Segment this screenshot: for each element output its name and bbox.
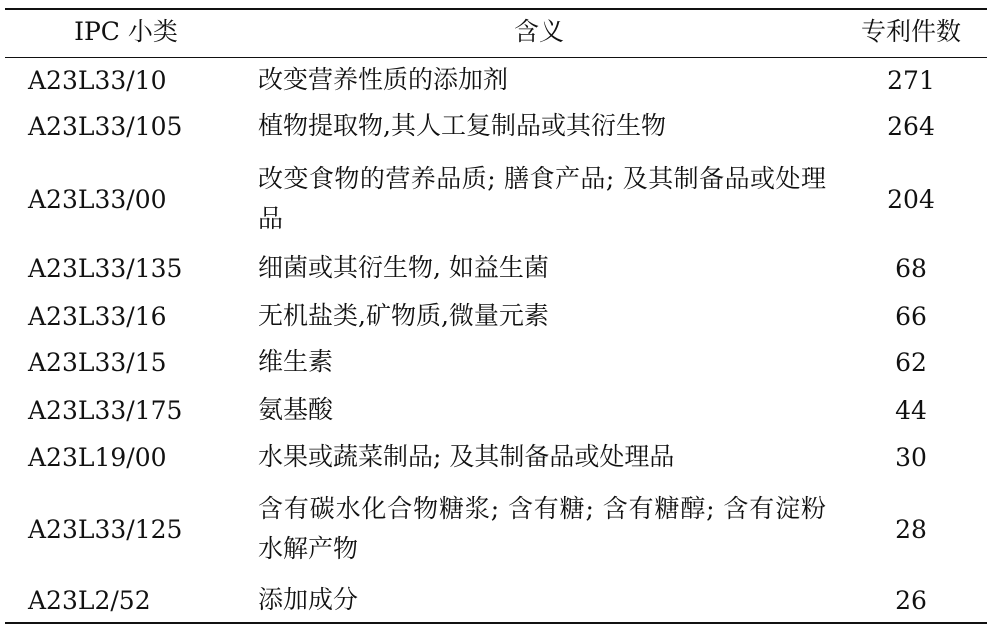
ipc-code: A23L19/00 xyxy=(28,442,167,472)
header-meaning: 含义 xyxy=(513,17,564,46)
patent-count: 62 xyxy=(895,347,927,377)
table-row xyxy=(0,106,992,146)
ipc-meaning: 维生素 xyxy=(258,347,334,376)
ipc-code: A23L33/125 xyxy=(28,514,183,544)
ipc-meaning: 无机盐类,矿物质,微量元素 xyxy=(258,301,549,330)
ipc-meaning: 改变食物的营养品质; 膳食产品; 及其制备品或处理品 xyxy=(258,164,826,233)
patent-count: 271 xyxy=(887,65,935,95)
ipc-code: A23L33/10 xyxy=(28,65,167,95)
patent-count: 66 xyxy=(895,301,927,331)
table-row xyxy=(0,296,992,336)
patent-count: 28 xyxy=(895,514,927,544)
ipc-code: A23L33/175 xyxy=(28,395,183,425)
header-count: 专利件数 xyxy=(860,17,961,46)
patent-count: 264 xyxy=(887,111,935,141)
ipc-meaning: 含有碳水化合物糖浆; 含有糖; 含有糖醇; 含有淀粉水解产物 xyxy=(258,494,826,563)
table-row xyxy=(0,153,992,245)
ipc-meaning: 添加成分 xyxy=(258,585,359,614)
ipc-meaning: 细菌或其衍生物, 如益生菌 xyxy=(258,253,549,282)
ipc-meaning: 植物提取物,其人工复制品或其衍生物 xyxy=(258,111,666,140)
patent-count: 26 xyxy=(895,585,927,615)
ipc-code: A23L33/15 xyxy=(28,347,167,377)
table-row xyxy=(0,580,992,620)
table-top-rule xyxy=(5,8,987,10)
header-ipc: IPC 小类 xyxy=(74,17,178,46)
ipc-code: A23L33/16 xyxy=(28,301,167,331)
table-row xyxy=(0,483,992,575)
table-bottom-rule xyxy=(5,622,987,624)
patent-count: 44 xyxy=(895,395,927,425)
ipc-meaning: 改变营养性质的添加剂 xyxy=(258,65,509,94)
ipc-code: A23L33/105 xyxy=(28,111,183,141)
table-row xyxy=(0,437,992,477)
table-header-rule xyxy=(5,57,987,58)
table-row xyxy=(0,248,992,288)
ipc-code: A23L33/135 xyxy=(28,253,183,283)
table-row xyxy=(0,60,992,100)
ipc-code: A23L33/00 xyxy=(28,184,167,214)
ipc-code: A23L2/52 xyxy=(28,585,151,615)
patent-count: 30 xyxy=(895,442,927,472)
table-row xyxy=(0,342,992,382)
ipc-meaning: 水果或蔬菜制品; 及其制备品或处理品 xyxy=(258,442,675,471)
patent-count: 204 xyxy=(887,184,935,214)
table-row xyxy=(0,390,992,430)
patent-count: 68 xyxy=(895,253,927,283)
ipc-meaning: 氨基酸 xyxy=(258,395,334,424)
